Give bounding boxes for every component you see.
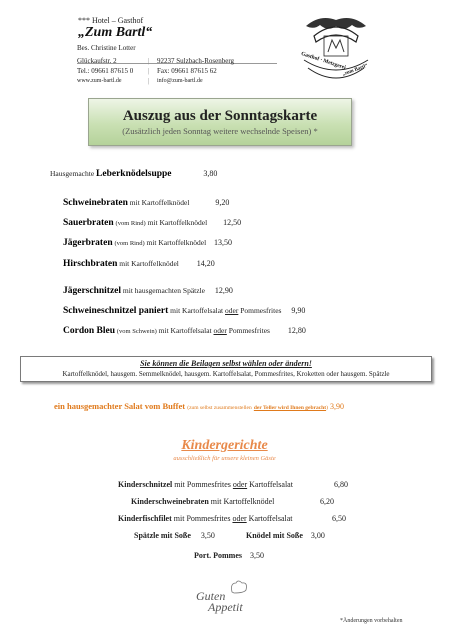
- soup-prefix: Hausgemachte: [50, 169, 97, 178]
- dish-side: mit hausgemachten Spätzle: [122, 286, 205, 295]
- separator: |: [148, 57, 150, 65]
- menu-item: [63, 259, 215, 269]
- kids-dish-name: Spätzle mit Soße: [134, 531, 191, 540]
- street-address: Glückaufstr. 2: [77, 57, 117, 65]
- dish-or: oder: [213, 326, 227, 335]
- dish-name: Sauerbraten: [63, 218, 114, 228]
- soup-item: [50, 169, 217, 179]
- kids-dish-or: oder: [232, 480, 248, 489]
- kids-dish-side-alt: Kartoffelsalat: [248, 514, 293, 523]
- dish-side: mit Kartoffelsalat: [158, 326, 212, 335]
- soup-name: Leberknödelsuppe: [96, 169, 172, 179]
- kids-dish-price: 6,50: [332, 514, 346, 523]
- kids-dish-price: 3,00: [310, 531, 325, 540]
- dish-name: Schweinebraten: [63, 198, 128, 208]
- kids-dish-name: Kinderschweinebraten: [131, 497, 209, 506]
- menu-item: [63, 218, 241, 228]
- dish-side: mit Kartoffelknödel: [147, 218, 208, 227]
- salad-note-end: ): [326, 405, 328, 411]
- kids-dish-price: 3,50: [200, 531, 215, 540]
- footnote: *Änderungen vorbehalten: [340, 618, 403, 624]
- city-address: 92237 Sulzbach-Rosenberg: [157, 57, 235, 65]
- dish-side: mit Kartoffelsalat: [170, 306, 224, 315]
- dish-note: (vom Rind): [114, 240, 145, 247]
- email-link[interactable]: info@zum-bartl.de: [157, 78, 203, 84]
- dish-price: 12,90: [214, 286, 233, 295]
- kids-menu-item: [134, 531, 215, 540]
- kids-menu-item: [118, 514, 293, 523]
- restaurant-name: „Zum Bartl“: [78, 25, 153, 40]
- dish-note: (vom Rind): [115, 220, 146, 227]
- dish-price: 13,50: [214, 238, 233, 247]
- dish-price: 12,80: [287, 326, 306, 335]
- banner-title: Auszug aus der Sonntagskarte: [122, 108, 318, 124]
- dish-side-alt: Pommesfrites: [240, 306, 282, 315]
- menu-item: [63, 198, 229, 208]
- kids-dish-side-alt: Kartoffelsalat: [249, 480, 293, 489]
- notice-title: Sie können die Beilagen selbst wählen oder ändern!: [140, 359, 312, 368]
- kids-menu-item: [131, 497, 274, 506]
- kids-dish-side: mit Pommesfrites: [174, 480, 231, 489]
- logo-text: Gasthof · Metzgerei: [300, 50, 347, 72]
- notice-side-list: Kartoffelknödel, hausgem. Semmelknödel, hausgem. Kartoffelsalat, Pommesfrites, Kroketten oder hausgem. Spätzle: [62, 370, 390, 378]
- kids-section-title: Kindergerichte: [181, 438, 268, 453]
- dish-price: 9,90: [291, 306, 306, 315]
- restaurant-logo: [300, 12, 372, 88]
- dish-side: mit Kartoffelknödel: [146, 238, 207, 247]
- separator: |: [148, 67, 150, 75]
- greeting-word-1: Guten: [196, 589, 226, 603]
- salad-name: ein hausgemachter Salat vom Buffet: [54, 401, 186, 411]
- dish-or: oder: [225, 306, 239, 315]
- guten-appetit-logo: [196, 580, 256, 620]
- dish-name: Jägerschnitzel: [63, 286, 122, 296]
- kids-menu-item: [246, 531, 325, 540]
- dish-name: Cordon Bleu: [63, 326, 115, 336]
- salad-price: 3,90: [330, 402, 345, 411]
- dish-note: (vom Schwein): [116, 328, 157, 335]
- dish-price: 9,20: [215, 198, 230, 207]
- menu-item: [63, 326, 306, 336]
- dish-price: 14,20: [196, 259, 215, 268]
- kids-dish-side: mit Pommesfrites: [173, 514, 231, 523]
- website-link[interactable]: www.zum-bartl.de: [77, 78, 122, 84]
- menu-item: [63, 238, 232, 248]
- kids-dish-price: 6,80: [334, 480, 348, 489]
- fax-number: Fax: 09661 87615 62: [157, 67, 217, 75]
- kids-dish-name: Kinderfischfilet: [118, 514, 172, 523]
- kids-dish-name: Port. Pommes: [194, 551, 242, 560]
- kids-dish-name: Knödel mit Soße: [246, 531, 303, 540]
- dish-side: mit Kartoffelknödel: [129, 198, 190, 207]
- dish-name: Schweineschnitzel paniert: [63, 306, 169, 316]
- greeting-word-2: Appetit: [208, 600, 243, 614]
- kids-menu-item: [118, 480, 293, 489]
- side-dishes-notice: [20, 356, 432, 382]
- kids-dish-or: oder: [232, 514, 247, 523]
- menu-item: [63, 286, 233, 296]
- logo-text: „zum Bartl“: [341, 63, 369, 78]
- dish-price: 12,50: [223, 218, 242, 227]
- menu-item: [63, 306, 305, 316]
- salad-note-link: der Teller wird Ihnen gebracht: [253, 405, 327, 411]
- kids-dish-name: Kinderschnitzel: [118, 480, 173, 489]
- dish-side: mit Kartoffelknödel: [119, 259, 179, 268]
- salad-item: [54, 401, 344, 411]
- kids-dish-side: mit Kartoffelknödel: [210, 497, 275, 506]
- dish-side-alt: Pommesfrites: [228, 326, 270, 335]
- soup-price: 3,80: [203, 169, 218, 178]
- dish-name: Jägerbraten: [63, 238, 113, 248]
- hotel-category: *** Hotel – Gasthof: [78, 16, 144, 25]
- salad-note: (zum selbst zusammenstellen: [187, 405, 252, 411]
- kids-dish-price: 6,20: [320, 497, 334, 506]
- kids-menu-item: [194, 551, 264, 560]
- banner-subtitle: (Zusätzlich jeden Sonntag weitere wechselnde Speisen) *: [122, 126, 318, 136]
- kids-dish-price: 3,50: [249, 551, 264, 560]
- phone-number: Tel.: 09661 87615 0: [77, 67, 134, 75]
- kids-section-subtitle: ausschließlich für unsere kleinen Gäste: [173, 455, 276, 462]
- separator: |: [148, 77, 150, 85]
- sunday-menu-banner: [88, 98, 352, 146]
- dish-name: Hirschbraten: [63, 259, 118, 269]
- owner-line: Bes. Christine Lotter: [77, 44, 136, 52]
